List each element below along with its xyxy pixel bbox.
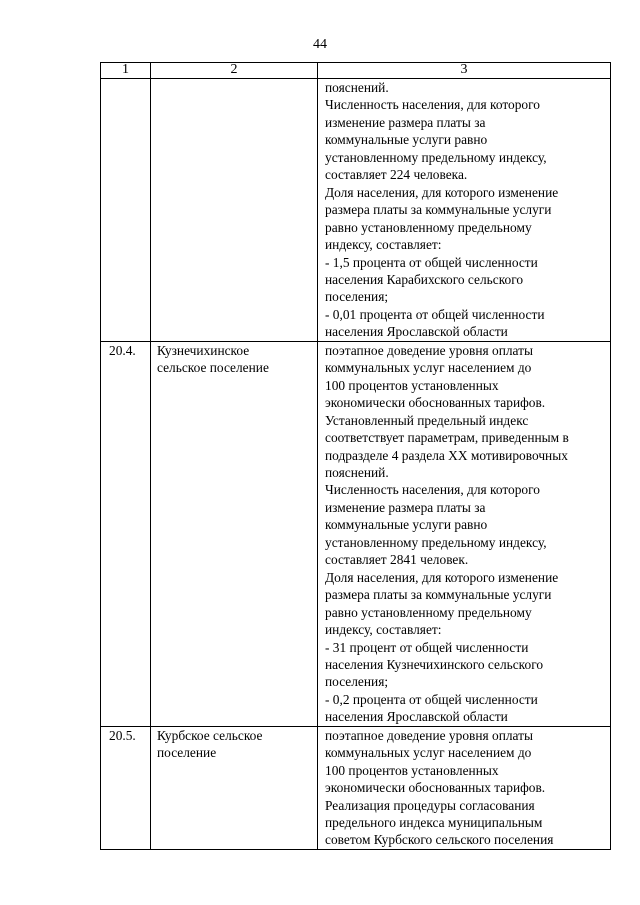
name-line: Кузнечихинское (157, 342, 250, 358)
description-line: населения Кузнечихинского сельского (325, 656, 544, 672)
name-line: сельское поселение (157, 360, 269, 376)
description-line: коммунальные услуги равно (325, 517, 488, 533)
description-line: установленному предельному индексу, (325, 149, 547, 165)
description-line: Установленный предельный индекс (325, 412, 529, 428)
description-line: населения Ярославской области (325, 709, 508, 725)
description-line: составляет 224 человека. (325, 167, 468, 183)
description-line: равно установленному предельному (325, 219, 532, 235)
description-line: составляет 2841 человек. (325, 552, 469, 568)
description-line: подразделе 4 раздела XX мотивировочных (325, 447, 568, 463)
description-line: советом Курбского сельского поселения (325, 832, 554, 848)
description-line: соответствует параметрам, приведенным в (325, 430, 569, 446)
description-line: размера платы за коммунальные услуги (325, 587, 552, 603)
description-line: - 0,2 процента от общей численности (325, 691, 538, 707)
description-line: поэтапное доведение уровня оплаты (325, 727, 534, 743)
description-line: равно установленному предельному (325, 604, 532, 620)
row-name (151, 726, 318, 849)
description-line: - 31 процент от общей численности (325, 639, 529, 655)
description-line: пояснений. (325, 80, 389, 95)
description-line: 100 процентов установленных (325, 377, 499, 393)
document-table (100, 62, 611, 850)
description-line: Численность населения, для которого (325, 97, 540, 113)
description-line: коммунальных услуг населением до (325, 360, 532, 376)
name-line: Курбское сельское (157, 727, 263, 743)
description-line: коммунальные услуги равно (325, 132, 488, 148)
description-line: 100 процентов установленных (325, 762, 499, 778)
table-header-row (101, 63, 611, 79)
column-header-1: 1 (101, 63, 151, 79)
description-line: Доля населения, для которого изменение (325, 569, 559, 585)
row-number: 20.4. (101, 341, 151, 726)
column-header-3: 3 (318, 63, 611, 79)
description-line: предельного индекса муниципальным (325, 815, 543, 831)
description-line: Доля населения, для которого изменение (325, 184, 559, 200)
description-line: поселения; (325, 674, 389, 690)
description-line: индексу, составляет: (325, 237, 442, 253)
name-line: поселение (157, 745, 217, 761)
description-line: поселения; (325, 289, 389, 305)
description-line: пояснений. (325, 464, 389, 480)
description-line: коммунальных услуг населением до (325, 745, 532, 761)
description-line: размера платы за коммунальные услуги (325, 202, 552, 218)
description-line: - 0,01 процента от общей численности (325, 306, 545, 322)
page-number: 44 (313, 37, 327, 52)
row-description (318, 79, 611, 342)
row-name (151, 341, 318, 726)
description-line: населения Карабихского сельского (325, 271, 524, 287)
description-line: - 1,5 процента от общей численности (325, 254, 538, 270)
description-line: индексу, составляет: (325, 622, 442, 638)
description-line: экономически обоснованных тарифов. (325, 780, 546, 796)
description-line: поэтапное доведение уровня оплаты (325, 342, 534, 358)
description-line: Реализация процедуры согласования (325, 797, 535, 813)
table-row (101, 726, 611, 849)
description-line: установленному предельному индексу, (325, 534, 547, 550)
table-row (101, 341, 611, 726)
table-row (101, 79, 611, 342)
row-number: 20.5. (101, 726, 151, 849)
description-line: экономически обоснованных тарифов. (325, 395, 546, 411)
row-number (101, 79, 151, 342)
description-line: Численность населения, для которого (325, 482, 540, 498)
row-description (318, 341, 611, 726)
row-name (151, 79, 318, 342)
description-line: изменение размера платы за (325, 499, 486, 515)
description-line: изменение размера платы за (325, 114, 486, 130)
description-line: населения Ярославской области (325, 324, 508, 340)
row-description (318, 726, 611, 849)
column-header-2: 2 (151, 63, 318, 79)
